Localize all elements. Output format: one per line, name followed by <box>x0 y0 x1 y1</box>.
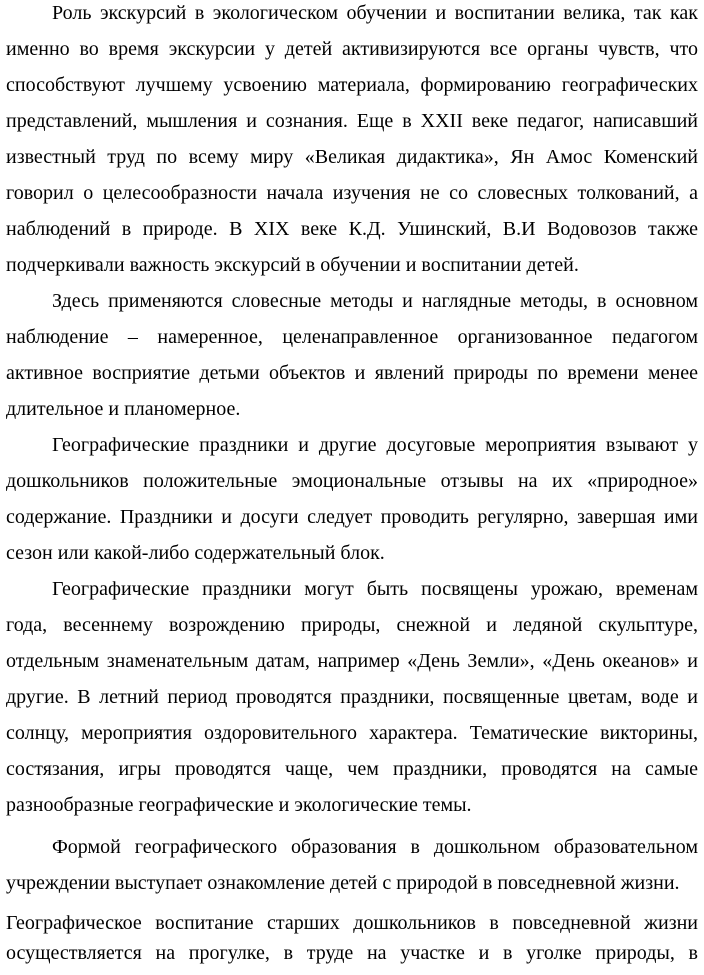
text-line: длительное и планомерное. <box>6 398 241 420</box>
text-line: Роль экскурсий в экологическом обучении и воспитании велика, так как <box>52 2 698 24</box>
text-line: другие. В летний период проводятся праздники, посвященные цветам, воде и <box>6 686 698 708</box>
text-line: года, весеннему возрождению природы, снежной и ледяной скульптуре, <box>6 614 698 636</box>
text-line: состязания, игры проводятся чаще, чем праздники, проводятся на самые <box>6 758 698 780</box>
text-line: Формой географического образования в дошкольном образовательном <box>52 836 698 858</box>
text-line: Географические праздники могут быть посвящены урожаю, временам <box>52 578 698 600</box>
text-line: способствуют лучшему усвоению материала, формированию географических <box>6 74 698 96</box>
text-line: разнообразные географические и экологические темы. <box>6 794 472 816</box>
text-line: дошкольников положительные эмоциональные отзывы на их «природное» <box>6 470 698 492</box>
text-line: солнцу, мероприятия оздоровительного характера. Тематические викторины, <box>6 722 698 744</box>
text-line: осуществляется на прогулке, в труде на участке и в уголке природы, в <box>6 942 698 964</box>
text-line: наблюдений в природе. В XIX веке К.Д. Ушинский, В.И Водовозов также <box>6 218 698 240</box>
text-line: содержание. Праздники и досуги следует проводить регулярно, завершая ими <box>6 506 698 528</box>
text-line: представлений, мышления и сознания. Еще в XXII веке педагог, написавший <box>6 110 698 132</box>
text-line: Географическое воспитание старших дошкольников в повседневной жизни <box>6 912 698 934</box>
text-line: подчеркивали важность экскурсий в обучении и воспитании детей. <box>6 254 579 276</box>
text-line: Здесь применяются словесные методы и наглядные методы, в основном <box>52 290 698 312</box>
text-line: Географические праздники и другие досуговые мероприятия взывают у <box>52 434 698 456</box>
text-line: известный труд по всему миру «Великая дидактика», Ян Амос Коменский <box>6 146 698 168</box>
text-line: активное восприятие детьми объектов и явлений природы по времени менее <box>6 362 698 384</box>
text-line: сезон или какой-либо содержательный блок. <box>6 542 385 564</box>
text-line: отдельным знаменательным датам, например «День Земли», «День океанов» и <box>6 650 698 672</box>
text-line: говорил о целесообразности начала изучения не со словесных толкований, а <box>6 182 698 204</box>
text-line: учреждении выступает ознакомление детей с природой в повседневной жизни. <box>6 872 680 894</box>
text-line: именно во время экскурсии у детей активизируются все органы чувств, что <box>6 38 698 60</box>
text-line: наблюдение – намеренное, целенаправленное организованное педагогом <box>6 326 698 348</box>
